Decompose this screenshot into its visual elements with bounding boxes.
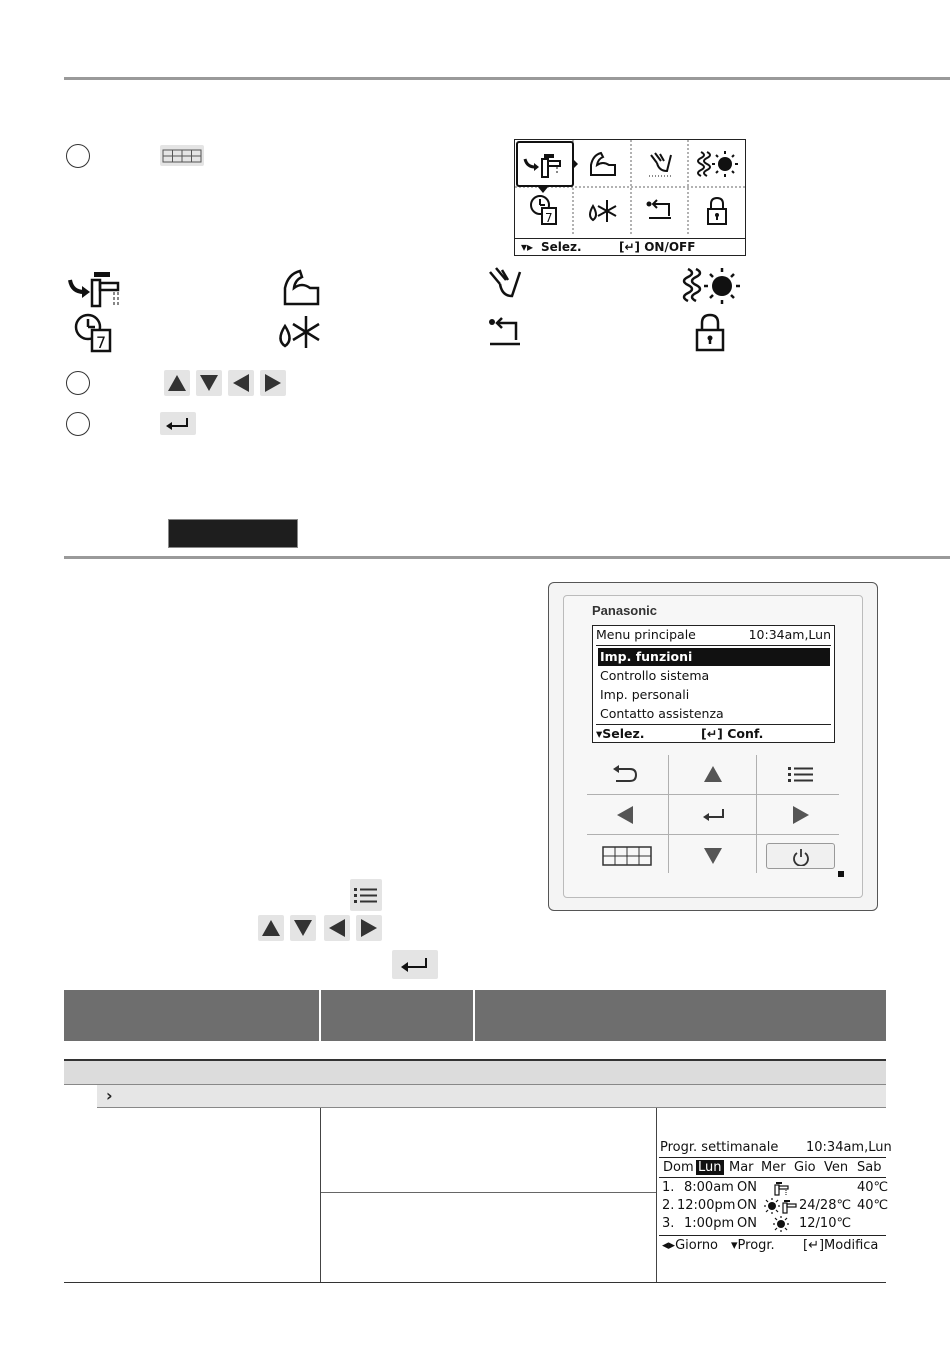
svg-text:7: 7 bbox=[544, 211, 553, 225]
right-button[interactable] bbox=[792, 805, 810, 825]
menu-list-icon bbox=[354, 886, 378, 904]
prog-row-3-num: 3. bbox=[662, 1216, 675, 1231]
power-button[interactable] bbox=[766, 843, 835, 869]
enter-button[interactable] bbox=[702, 808, 726, 822]
weekly-footer-edit: [↵]Modifica bbox=[803, 1238, 879, 1253]
quick-menu-screen bbox=[514, 139, 746, 256]
lock-icon bbox=[702, 195, 732, 227]
menu-grid-key bbox=[160, 145, 204, 166]
weekly-divider bbox=[659, 1157, 886, 1158]
snow-drop-icon bbox=[274, 312, 322, 354]
table-header-col-3 bbox=[475, 990, 886, 1041]
quick-menu-button[interactable] bbox=[602, 846, 652, 866]
weekly-timer-icon bbox=[527, 193, 561, 229]
menu-list-button[interactable] bbox=[788, 765, 814, 783]
quick-tap-water[interactable] bbox=[515, 141, 572, 187]
prog-row-2-temp-a: 24/28℃ bbox=[799, 1198, 852, 1213]
button-divider bbox=[587, 834, 839, 835]
step-3-circle bbox=[66, 412, 90, 436]
snow-drop-icon bbox=[585, 196, 619, 226]
table-cell-divider bbox=[321, 1192, 656, 1193]
prog-row-2-num: 2. bbox=[662, 1198, 675, 1213]
button-divider bbox=[668, 755, 669, 873]
return-arrow-icon bbox=[643, 196, 677, 226]
return-arrow-icon bbox=[486, 314, 526, 350]
day-tab-lun-label: Lun bbox=[698, 1160, 722, 1175]
quick-lock[interactable] bbox=[688, 188, 745, 234]
enter-key bbox=[160, 412, 196, 435]
lcd-footer-select bbox=[596, 726, 645, 741]
heater-sun-icon bbox=[678, 266, 742, 306]
footer-onoff-label: [↵] ON/OFF bbox=[619, 240, 696, 254]
weekly-divider bbox=[659, 1235, 886, 1236]
quick-frost[interactable] bbox=[573, 188, 630, 234]
lcd-footer-select-label: Selez. bbox=[602, 726, 645, 741]
menu-key bbox=[350, 879, 382, 911]
grid-icon bbox=[162, 149, 202, 163]
day-tab-sab[interactable]: Sab bbox=[857, 1160, 882, 1175]
weekly-divider bbox=[659, 1177, 886, 1178]
chevron-right-icon: › bbox=[106, 1086, 113, 1105]
weekly-time: 10:34am,Lun bbox=[806, 1140, 892, 1155]
controller-lcd bbox=[592, 625, 835, 743]
day-tab-lun[interactable] bbox=[696, 1160, 724, 1175]
table-section-band bbox=[64, 1061, 886, 1084]
weekly-footer-prog bbox=[731, 1238, 775, 1253]
muscle-arm-icon bbox=[280, 266, 322, 308]
button-divider bbox=[587, 794, 839, 795]
section-rule-top bbox=[64, 77, 950, 80]
up-button[interactable] bbox=[703, 765, 723, 783]
arrow-keys-group bbox=[258, 915, 384, 941]
table-subsection-band bbox=[97, 1085, 886, 1107]
lcd-menu-item-0[interactable]: Imp. funzioni bbox=[600, 649, 693, 664]
day-tab-mer[interactable]: Mer bbox=[761, 1160, 786, 1175]
lcd-time: 10:34am,Lun bbox=[748, 627, 831, 642]
day-tab-gio[interactable]: Gio bbox=[794, 1160, 816, 1175]
svg-text:7: 7 bbox=[96, 333, 107, 352]
section-rule-middle bbox=[64, 556, 950, 559]
step-1-circle bbox=[66, 144, 90, 168]
heater-sun-tap-icon bbox=[764, 1198, 798, 1214]
day-tab-dom[interactable]: Dom bbox=[663, 1160, 694, 1175]
weekly-footer-day-label: Giorno bbox=[675, 1238, 719, 1253]
quick-return[interactable] bbox=[631, 188, 688, 234]
back-button[interactable] bbox=[612, 764, 638, 784]
lcd-menu-item-3[interactable]: Contatto assistenza bbox=[600, 706, 724, 721]
prog-row-2-state: ON bbox=[737, 1198, 757, 1213]
quick-menu-footer bbox=[515, 238, 745, 255]
tap-water-icon bbox=[66, 266, 126, 308]
muscle-arm-icon bbox=[585, 149, 619, 179]
footer-select-label: Selez. bbox=[541, 240, 582, 254]
table-header-col-2 bbox=[321, 990, 473, 1041]
prog-row-3-state: ON bbox=[737, 1216, 757, 1231]
quick-powerful[interactable] bbox=[573, 141, 630, 187]
weekly-footer-prog-label: Progr. bbox=[737, 1238, 775, 1253]
quick-weekly-timer[interactable] bbox=[515, 188, 572, 234]
power-icon bbox=[792, 848, 810, 866]
table-bottom-rule bbox=[64, 1282, 886, 1283]
prog-row-1-time: 8:00am bbox=[684, 1180, 734, 1195]
prog-row-1-state: ON bbox=[737, 1180, 757, 1195]
button-divider bbox=[756, 755, 757, 873]
weekly-timer-icon bbox=[72, 312, 116, 354]
enter-icon bbox=[400, 957, 430, 973]
prog-row-3-temp-a: 12/10℃ bbox=[799, 1216, 852, 1231]
table-rule bbox=[97, 1107, 886, 1108]
weekly-title: Progr. settimanale bbox=[660, 1140, 779, 1155]
lcd-footer-divider bbox=[596, 724, 831, 725]
prog-row-2-temp-b: 40℃ bbox=[857, 1198, 889, 1213]
enter-key bbox=[392, 950, 438, 979]
tap-water-icon bbox=[522, 149, 566, 179]
lcd-menu-item-2[interactable]: Imp. personali bbox=[600, 687, 690, 702]
table-col-divider bbox=[656, 1108, 657, 1283]
down-button[interactable] bbox=[703, 847, 723, 865]
down-arrow-icon: ▾ bbox=[731, 1238, 738, 1253]
left-button[interactable] bbox=[616, 805, 634, 825]
brand-logo: Panasonic bbox=[592, 603, 658, 618]
weekly-footer-day bbox=[662, 1238, 718, 1253]
hand-touch-icon bbox=[643, 149, 677, 179]
left-right-arrow-icon: ◂▸ bbox=[662, 1238, 676, 1253]
day-tab-mar[interactable]: Mar bbox=[729, 1160, 754, 1175]
table-col-divider bbox=[320, 1108, 321, 1283]
table-header-col-1 bbox=[64, 990, 319, 1041]
tap-water-icon bbox=[772, 1180, 792, 1196]
heater-sun-icon bbox=[693, 149, 741, 179]
down-right-arrow-icon: ▾▸ bbox=[521, 240, 534, 254]
lcd-divider bbox=[596, 645, 831, 646]
quick-heater[interactable] bbox=[688, 141, 745, 187]
quick-quiet[interactable] bbox=[631, 141, 688, 187]
arrow-keys-group bbox=[164, 370, 288, 396]
black-label-bar bbox=[168, 519, 298, 548]
day-tab-ven[interactable]: Ven bbox=[824, 1160, 849, 1175]
lcd-footer-confirm: [↵] Conf. bbox=[701, 726, 764, 741]
lcd-menu-item-1[interactable]: Controllo sistema bbox=[600, 668, 710, 683]
prog-row-2-time: 12:00pm bbox=[677, 1198, 736, 1213]
step-2-circle bbox=[66, 371, 90, 395]
enter-icon bbox=[165, 417, 191, 431]
lock-icon bbox=[692, 312, 728, 354]
prog-row-1-num: 1. bbox=[662, 1180, 675, 1195]
prog-row-3-time: 1:00pm bbox=[684, 1216, 735, 1231]
sun-icon bbox=[772, 1216, 790, 1232]
lcd-title: Menu principale bbox=[596, 627, 696, 642]
hand-touch-icon bbox=[484, 264, 528, 308]
prog-row-1-temp-b: 40℃ bbox=[857, 1180, 889, 1195]
indicator-led bbox=[838, 871, 844, 877]
down-arrow-icon: ▾ bbox=[596, 726, 603, 741]
